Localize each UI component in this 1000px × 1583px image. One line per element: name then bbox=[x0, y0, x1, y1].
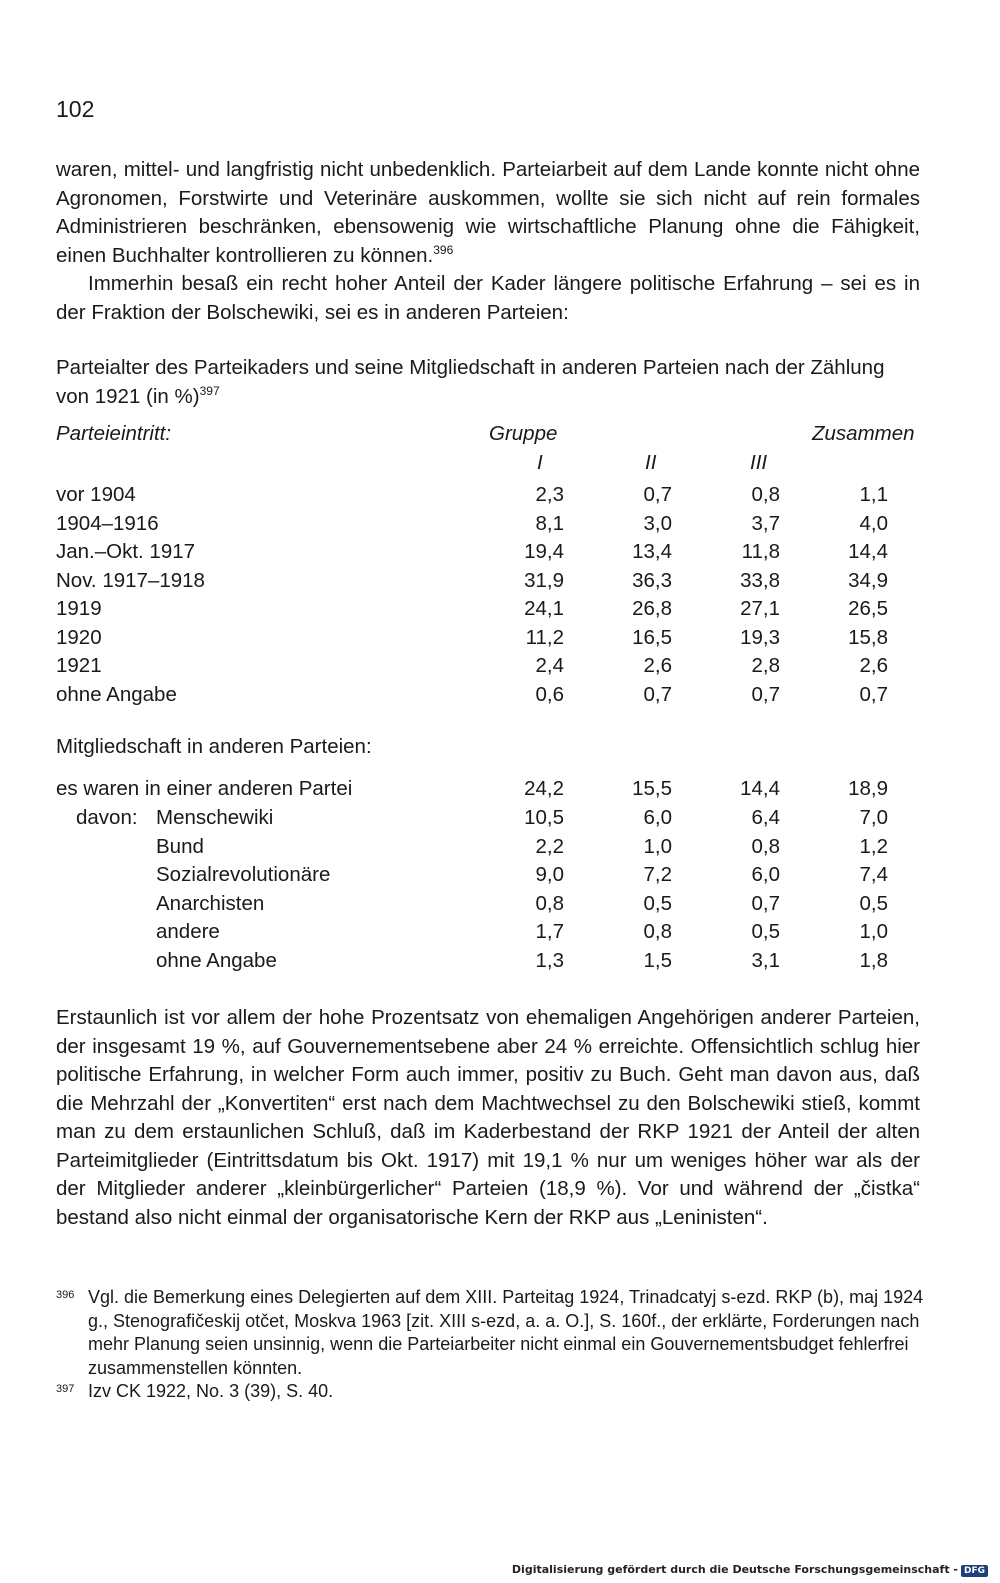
header-parteieintritt: Parteieintritt: bbox=[56, 422, 172, 445]
cell-group-iii: 2,8 bbox=[751, 654, 780, 677]
cell-group-iii: 6,4 bbox=[751, 806, 780, 829]
table-row bbox=[56, 569, 924, 597]
footnote-396 bbox=[56, 1286, 924, 1380]
table-row-total bbox=[56, 777, 924, 805]
row-label: vor 1904 bbox=[56, 483, 136, 506]
footnote-ref-396: 396 bbox=[433, 242, 454, 257]
paragraph-3: Erstaunlich ist vor allem der hohe Prozentsatz von ehemaligen Angehörigen anderer Parteien, der insgesamt 19 %, auf Gouvernementsebene aber 24 % erreichte. Offensichtlich schlug hier politische Erfahrung, in welcher Form auch immer, positiv zu Buch. Geht man davon aus, daß die Mehrzahl der „Konvertiten“ erst nach dem Machtwechsel zu den Bolschewiki stieß, kommt man zu dem erstaunlichen Schluß, daß im Kaderbestand der RKP 1921 der Anteil der alten Parteimitglieder (Eintrittsdatum bis Okt. 1917) mit 19,1 % nur um weniges höher war als der der Mitglieder anderer „kleinbürgerlicher“ Parteien (18,9 %). Vor und während der „čistka“ bestand also nicht einmal der organisatorische Kern der RKP aus „Leninisten“. bbox=[56, 1006, 920, 1229]
row-label: Nov. 1917–1918 bbox=[56, 568, 205, 592]
cell-group-iii: 0,7 bbox=[751, 891, 780, 915]
cell-total: 1,8 bbox=[859, 948, 888, 972]
cell-group-iii: 33,8 bbox=[740, 568, 780, 592]
header-col-i: I bbox=[537, 451, 543, 474]
row-label: 1904–1916 bbox=[56, 511, 159, 535]
cell-group-ii: 6,0 bbox=[643, 806, 672, 829]
cell-total: 0,5 bbox=[859, 891, 888, 915]
header-col-ii: II bbox=[645, 451, 657, 474]
table-row bbox=[56, 892, 924, 920]
header-col-iii: III bbox=[750, 451, 768, 474]
cell-group-ii: 13,4 bbox=[632, 540, 672, 563]
footnote-number: 396 bbox=[56, 1289, 75, 1301]
cell-group-ii: 0,8 bbox=[643, 920, 672, 943]
cell-group-iii: 0,8 bbox=[751, 483, 780, 506]
cell-group-i: 2,2 bbox=[535, 834, 564, 858]
table-row bbox=[56, 949, 924, 977]
row-label: Menschewiki bbox=[156, 806, 274, 829]
footnote-number: 397 bbox=[56, 1383, 75, 1395]
table-row bbox=[56, 483, 924, 511]
cell-group-ii: 7,2 bbox=[643, 863, 672, 886]
cell-total: 1,0 bbox=[859, 920, 888, 943]
davon-label: davon: bbox=[76, 806, 138, 829]
cell-total: 1,1 bbox=[859, 483, 888, 506]
cell-group-iii: 27,1 bbox=[740, 597, 780, 620]
paragraph-2: Immerhin besaß ein recht hoher Anteil der Kader längere politische Erfahrung – sei es in der Fraktion der Bolschewiki, sei es in anderen Parteien: bbox=[56, 272, 920, 324]
table-row bbox=[56, 512, 924, 540]
header-zusammen: Zusammen bbox=[812, 422, 915, 445]
cell-group-i: 0,8 bbox=[535, 891, 564, 915]
row-label: Anarchisten bbox=[156, 891, 265, 915]
dfg-logo: DFG bbox=[961, 1565, 988, 1577]
footnote-397 bbox=[56, 1380, 924, 1404]
row-label: ohne Angabe bbox=[156, 948, 277, 972]
row-label: ohne Angabe bbox=[56, 682, 177, 706]
table-row bbox=[56, 597, 924, 625]
cell-total: 18,9 bbox=[848, 777, 888, 800]
table-header bbox=[56, 422, 924, 478]
cell-group-ii: 0,7 bbox=[643, 682, 672, 706]
cell-total: 7,4 bbox=[859, 863, 888, 886]
cell-group-i: 0,6 bbox=[535, 682, 564, 706]
cell-total: 2,6 bbox=[859, 654, 888, 677]
cell-group-iii: 0,5 bbox=[751, 920, 780, 943]
cell-group-ii: 36,3 bbox=[632, 568, 672, 592]
row-label: Bund bbox=[156, 834, 204, 858]
table-row bbox=[56, 626, 924, 654]
cell-group-i: 31,9 bbox=[524, 568, 564, 592]
cell-group-i: 1,3 bbox=[535, 948, 564, 972]
table-row bbox=[56, 863, 924, 891]
table-caption-text: Parteialter des Parteikaders und seine Mitgliedschaft in anderen Parteien nach der Zählung von 1921 (in %) bbox=[56, 356, 885, 408]
row-label: 1921 bbox=[56, 654, 102, 677]
cell-group-i: 19,4 bbox=[524, 540, 564, 563]
cell-group-iii: 3,7 bbox=[751, 511, 780, 535]
cell-group-i: 24,2 bbox=[524, 777, 564, 800]
cell-group-ii: 1,5 bbox=[643, 948, 672, 972]
credit-text: Digitalisierung gefördert durch die Deutsche Forschungsgemeinschaft - bbox=[511, 1563, 958, 1576]
row-label: andere bbox=[156, 920, 220, 943]
cell-group-ii: 0,7 bbox=[643, 483, 672, 506]
row-label: 1920 bbox=[56, 625, 102, 649]
cell-group-i: 11,2 bbox=[525, 625, 564, 649]
cell-group-i: 9,0 bbox=[535, 863, 564, 886]
page-number: 102 bbox=[56, 96, 95, 122]
cell-group-iii: 6,0 bbox=[751, 863, 780, 886]
footnote-text: Izv CK 1922, No. 3 (39), S. 40. bbox=[88, 1381, 334, 1401]
cell-group-i: 2,4 bbox=[535, 654, 564, 677]
table-row bbox=[56, 806, 924, 834]
cell-total: 7,0 bbox=[859, 806, 888, 829]
table-row bbox=[56, 683, 924, 711]
cell-total: 1,2 bbox=[859, 834, 888, 858]
footnote-ref-397: 397 bbox=[199, 383, 220, 398]
cell-group-i: 2,3 bbox=[535, 483, 564, 506]
cell-group-ii: 1,0 bbox=[643, 834, 672, 858]
cell-group-ii: 3,0 bbox=[643, 511, 672, 535]
table-row bbox=[56, 654, 924, 682]
cell-total: 34,9 bbox=[848, 568, 888, 592]
table-caption bbox=[56, 354, 920, 411]
row-label: Sozialrevolutionäre bbox=[156, 863, 331, 886]
header-gruppe: Gruppe bbox=[489, 422, 558, 445]
cell-group-i: 24,1 bbox=[524, 597, 564, 620]
cell-total: 15,8 bbox=[848, 625, 888, 649]
cell-group-iii: 0,7 bbox=[751, 682, 780, 706]
paragraph-1 bbox=[56, 156, 920, 270]
row-label: Jan.–Okt. 1917 bbox=[56, 540, 196, 563]
cell-group-i: 10,5 bbox=[524, 806, 564, 829]
cell-group-ii: 0,5 bbox=[643, 891, 672, 915]
row-label: 1919 bbox=[56, 597, 102, 620]
cell-group-i: 8,1 bbox=[535, 511, 564, 535]
cell-total: 0,7 bbox=[859, 682, 888, 706]
cell-total: 14,4 bbox=[848, 540, 888, 563]
table-row bbox=[56, 540, 924, 568]
cell-group-ii: 15,5 bbox=[632, 777, 672, 800]
cell-total: 26,5 bbox=[848, 597, 888, 620]
row-label: es waren in einer anderen Partei bbox=[56, 777, 353, 800]
cell-group-iii: 0,8 bbox=[751, 834, 780, 858]
cell-group-iii: 14,4 bbox=[740, 777, 780, 800]
cell-group-ii: 26,8 bbox=[632, 597, 672, 620]
digitization-credit bbox=[512, 1563, 988, 1577]
cell-group-i: 1,7 bbox=[535, 920, 564, 943]
paragraph-1-text: waren, mittel- und langfristig nicht unbedenklich. Parteiarbeit auf dem Lande konnte nicht ohne Agronomen, Forstwirte und Veterinäre auskommen, wollte sie sich nicht auf rein formales Administrieren beschränken, ebensowenig wie wirtschaftliche Planung ohne die Fähigkeit, einen Buchhalter kontrollieren zu können. bbox=[56, 158, 920, 267]
table-row bbox=[56, 835, 924, 863]
footnote-text: Vgl. die Bemerkung eines Delegierten auf dem XIII. Parteitag 1924, Trinadcatyj s-ezd. RKP (b), maj 1924 g., Stenografičeskij otčet, Moskva 1963 [zit. XIII s-ezd, a. a. O.], S. 160f., der erklärte, Forderungen nach mehr Planung seien unsinnig, wenn die Parteiarbeiter nicht einmal ein Gouvernementsbudget fehlerfrei zusammenstellen könnten. bbox=[88, 1287, 924, 1378]
cell-total: 4,0 bbox=[859, 511, 888, 535]
cell-group-iii: 11,8 bbox=[741, 540, 780, 563]
table-row bbox=[56, 920, 924, 948]
cell-group-ii: 2,6 bbox=[643, 654, 672, 677]
cell-group-ii: 16,5 bbox=[632, 625, 672, 649]
section-title-membership: Mitgliedschaft in anderen Parteien: bbox=[56, 735, 372, 758]
cell-group-iii: 19,3 bbox=[740, 625, 780, 649]
cell-group-iii: 3,1 bbox=[751, 948, 780, 972]
